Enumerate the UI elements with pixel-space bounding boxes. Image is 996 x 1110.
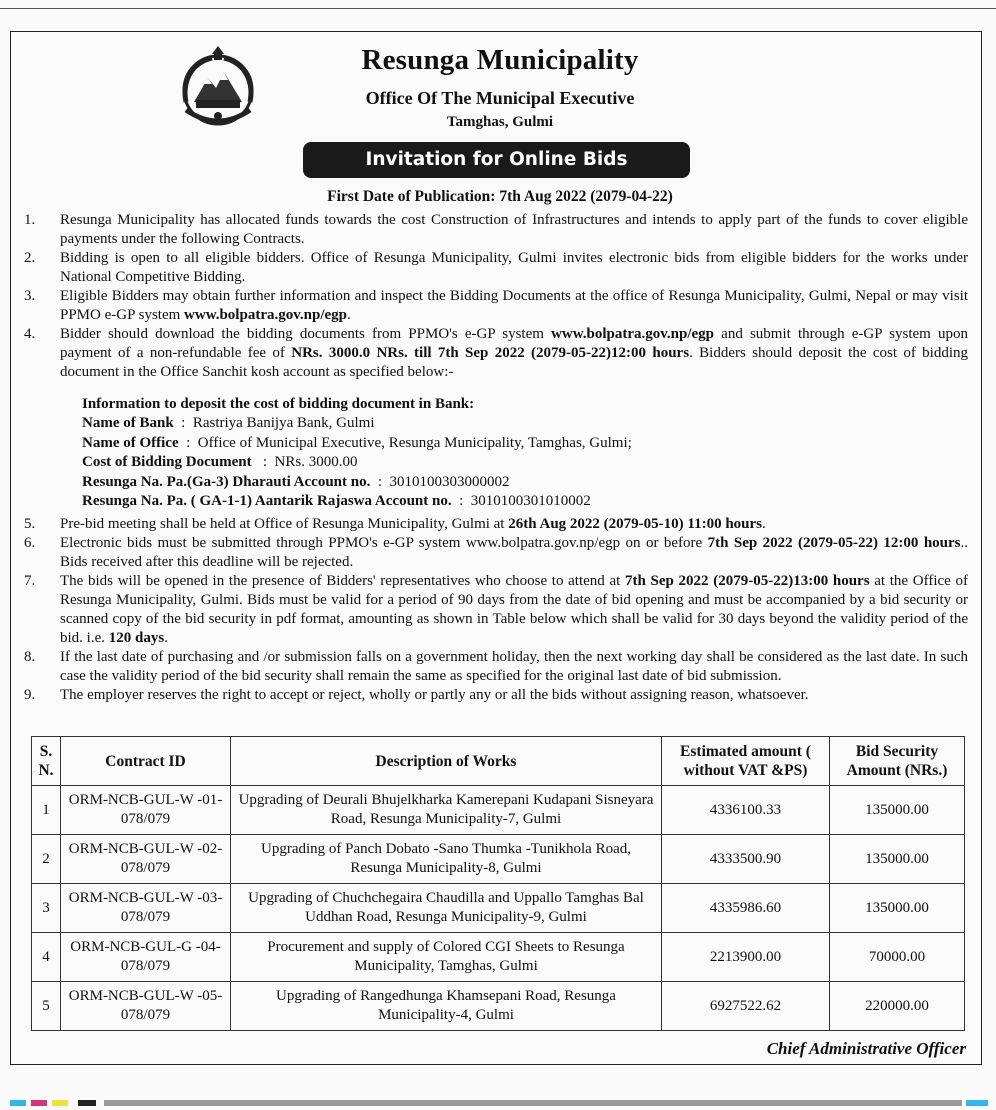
cell-estimated-amount: 6927522.62 <box>662 982 830 1031</box>
clause-item <box>24 287 968 325</box>
clause-text: The bids will be opened in the presence of Bidders' representatives who choose to attend at 7th Sep 2022 (2079-05-22)13:00 hours at the Office of Resunga Municipality, Gulmi. Bids must be valid for a period of 90 days from the date of bid opening and must be accompanied by a bid security or scanned copy of the bid security in pdf format, amounting as shown in Table below which shall be valid for 30 days beyond the validity period of the bid. i.e. 120 days. <box>60 573 968 646</box>
signoff-title: Chief Administrative Officer <box>766 1039 966 1058</box>
notice-banner: Invitation for Online Bids <box>303 142 690 178</box>
cell-description: Procurement and supply of Colored CGI Sheets to Resunga Municipality, Tamghas, Gulmi <box>231 933 662 982</box>
bank-row: Name of Bank : Rastriya Banijya Bank, Gulmi <box>82 415 375 432</box>
table-row <box>32 786 965 835</box>
clause-item <box>24 686 968 705</box>
cell-description: Upgrading of Rangedhunga Khamsepani Road, Resunga Municipality-4, Gulmi <box>231 982 662 1031</box>
contracts-table <box>31 736 965 1031</box>
cell-sn: 2 <box>32 835 61 884</box>
clause-text: Resunga Municipality has allocated funds towards the cost Construction of Infrastructures and intends to apply part of the funds to cover eligible payments under the following Contracts. <box>60 212 968 247</box>
publication-date: First Date of Publication: 7th Aug 2022 (2079-04-22) <box>327 188 673 205</box>
clause-number: 8. <box>24 649 36 665</box>
clause-number: 2. <box>24 250 36 266</box>
bank-info-block <box>82 395 802 511</box>
clause-text: Pre-bid meeting shall be held at Office of Resunga Municipality, Gulmi at 26th Aug 2022 (2079-05-10) 11:00 hours. <box>60 516 766 532</box>
cell-description: Upgrading of Deurali Bhujelkharka Kamerepani Kudapani Sisneyara Road, Resunga Municipality-7, Gulmi <box>231 786 662 835</box>
col-header-estimated-amount: Estimated amount ( without VAT &PS) <box>662 737 830 786</box>
bank-row: Resunga Na. Pa.(Ga-3) Dharauti Account no. : 3010100303000002 <box>82 473 510 490</box>
cell-description: Upgrading of Panch Dobato -Sano Thumka -Tunikhola Road, Resunga Municipality-8, Gulmi <box>231 835 662 884</box>
bank-info-heading: Information to deposit the cost of bidding document in Bank: <box>82 396 475 412</box>
cell-sn: 1 <box>32 786 61 835</box>
clause-item <box>24 572 968 648</box>
col-header-description: Description of Works <box>231 737 662 786</box>
cell-contract-id: ORM-NCB-GUL-W -05-078/079 <box>61 982 231 1031</box>
cell-bid-security: 135000.00 <box>830 786 965 835</box>
cell-estimated-amount: 4333500.90 <box>662 835 830 884</box>
cell-estimated-amount: 2213900.00 <box>662 933 830 982</box>
cell-contract-id: ORM-NCB-GUL-W -03-078/079 <box>61 884 231 933</box>
table-header-row <box>32 737 965 786</box>
clause-number: 6. <box>24 535 36 551</box>
bank-row: Cost of Bidding Document : NRs. 3000.00 <box>82 454 358 471</box>
clause-item <box>24 515 968 534</box>
clause-item <box>24 211 968 249</box>
clause-item <box>24 648 968 686</box>
cell-bid-security: 135000.00 <box>830 884 965 933</box>
table-row <box>32 933 965 982</box>
clause-number: 5. <box>24 516 36 532</box>
clause-text: Bidding is open to all eligible bidders. Office of Resunga Municipality, Gulmi invites electronic bids from eligible bidders for the works under National Competitive Bidding. <box>60 250 968 285</box>
clause-number: 1. <box>24 212 36 228</box>
clause-text: If the last date of purchasing and /or submission falls on a government holiday, then the next working day shall be considered as the last date. In such case the validity period of the bid security shall remain the same as specified for the original last date of bid submission. <box>60 649 968 684</box>
bank-row: Name of Office : Office of Municipal Executive, Resunga Municipality, Tamghas, Gulmi; <box>82 434 632 451</box>
website-link[interactable]: www.bolpatra.gov.np/egp <box>184 307 347 323</box>
nepal-emblem-icon <box>172 42 264 134</box>
clause-text: The employer reserves the right to accept or reject, wholly or partly any or all the bids without assigning reason, whatsoever. <box>60 687 809 703</box>
cell-bid-security: 220000.00 <box>830 982 965 1031</box>
color-swatch-cyan <box>10 1100 26 1106</box>
clause-text: Electronic bids must be submitted through PPMO's e-GP system www.bolpatra.gov.np/egp on or before 7th Sep 2022 (2079-05-22) 12:00 hours.. Bids received after this deadline will be rejected. <box>60 535 968 570</box>
office-location: Tamghas, Gulmi <box>446 114 554 130</box>
clause-number: 4. <box>24 326 36 342</box>
cell-bid-security: 70000.00 <box>830 933 965 982</box>
cell-estimated-amount: 4335986.60 <box>662 884 830 933</box>
clause-item <box>24 249 968 287</box>
cell-contract-id: ORM-NCB-GUL-W -01-078/079 <box>61 786 231 835</box>
clauses-section-b <box>24 515 968 705</box>
gray-strip <box>104 1100 962 1106</box>
color-swatch-black <box>78 1100 96 1106</box>
print-color-bar <box>0 1100 996 1108</box>
clause-number: 3. <box>24 288 36 304</box>
cell-sn: 4 <box>32 933 61 982</box>
clause-text: Bidder should download the bidding documents from PPMO's e-GP system www.bolpatra.gov.np/egp and submit through e-GP system upon payment of a non-refundable fee of NRs. 3000.0 NRs. till 7th Sep 2022 (2079-05-22)12:00 hours. Bidders should deposit the cost of bidding document in the Office Sanchit kosh account as specified below:- <box>60 326 968 380</box>
clause-item <box>24 534 968 572</box>
cell-sn: 5 <box>32 982 61 1031</box>
municipality-title: Resunga Municipality <box>361 44 639 76</box>
clause-item <box>24 325 968 382</box>
table-row <box>32 982 965 1031</box>
clause-number: 7. <box>24 573 36 589</box>
color-swatch-magenta <box>31 1100 47 1106</box>
office-subtitle: Office Of The Municipal Executive <box>365 88 635 108</box>
cell-description: Upgrading of Chuchchegaira Chaudilla and Uppallo Tamghas Bal Uddhan Road, Resunga Municipality-9, Gulmi <box>231 884 662 933</box>
website-link[interactable]: www.bolpatra.gov.np/egp <box>551 326 715 342</box>
col-header-sn: S. N. <box>32 737 61 786</box>
table-row <box>32 835 965 884</box>
clause-number: 9. <box>24 687 36 703</box>
bank-row: Resunga Na. Pa. ( GA-1-1) Aantarik Rajaswa Account no. : 3010100301010002 <box>82 493 591 510</box>
color-swatch-yellow <box>52 1100 68 1106</box>
cell-sn: 3 <box>32 884 61 933</box>
cell-bid-security: 135000.00 <box>830 835 965 884</box>
clause-text: Eligible Bidders may obtain further information and inspect the Bidding Documents at the office of Resunga Municipality, Gulmi, Nepal or may visit PPMO e-GP system www.bolpatra.gov.np/egp. <box>60 288 968 323</box>
cell-contract-id: ORM-NCB-GUL-W -02-078/079 <box>61 835 231 884</box>
cell-estimated-amount: 4336100.33 <box>662 786 830 835</box>
cell-contract-id: ORM-NCB-GUL-G -04-078/079 <box>61 933 231 982</box>
clauses-section-a <box>24 211 968 382</box>
table-row <box>32 884 965 933</box>
col-header-bid-security: Bid Security Amount (NRs.) <box>830 737 965 786</box>
color-swatch-cyan-end <box>966 1100 988 1106</box>
col-header-contract-id: Contract ID <box>61 737 231 786</box>
top-rule <box>0 8 996 9</box>
